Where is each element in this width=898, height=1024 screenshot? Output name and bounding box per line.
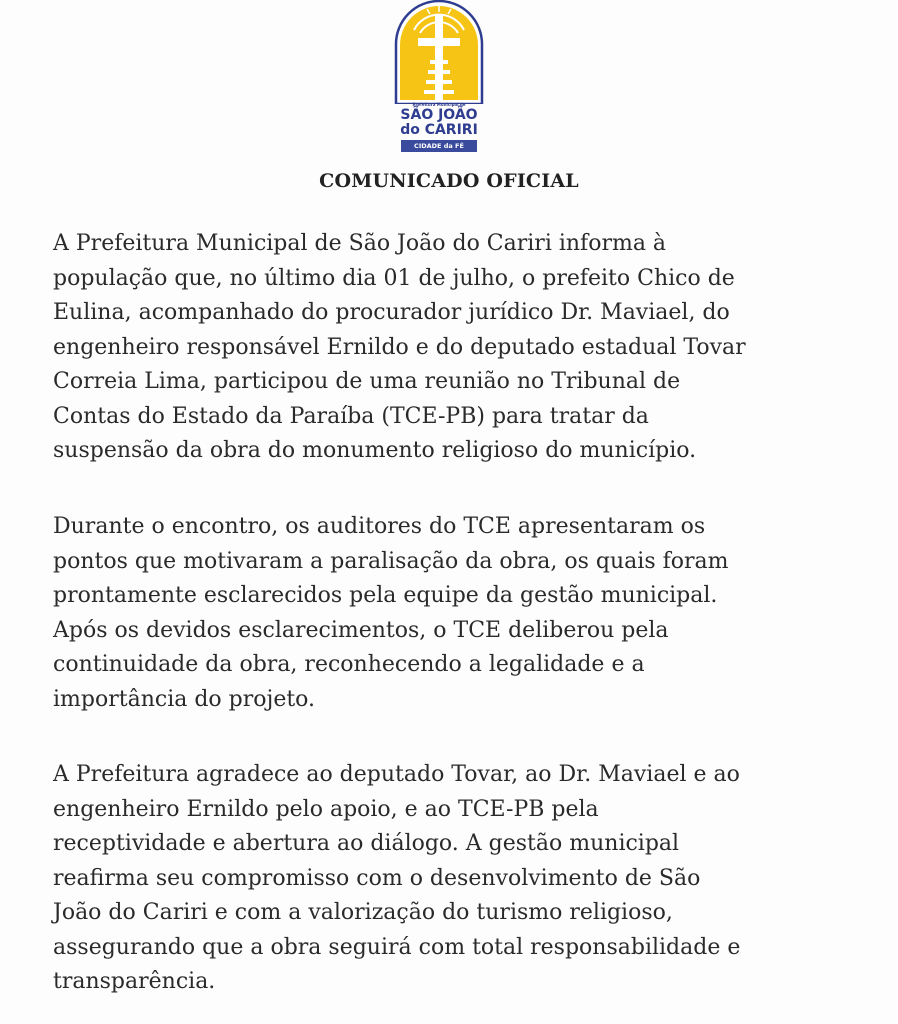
paragraph-line: suspensão da obra do monumento religioso do município. [53,438,697,463]
monument-emblem-icon [392,0,486,104]
paragraph-line: Eulina, acompanhado do procurador jurídico Dr. Maviael, do [53,300,730,325]
logo-small-text: Prefeitura Municipal de [412,102,466,107]
paragraph-line: transparência. [53,969,216,994]
logo-city-name-line1: SÃO JOÃO [400,107,478,123]
paragraph-line: Contas do Estado da Paraíba (TCE-PB) para tratar da [53,403,649,429]
paragraph-line: A Prefeitura agradece ao deputado Tovar, ao Dr. Maviael e ao [53,762,740,787]
paragraph-line: João do Cariri e com a valorização do turismo religioso, [53,900,673,925]
city-logo [392,0,486,158]
paragraph-line: Após os devidos esclarecimentos, o TCE deliberou pela [53,617,669,643]
paragraph-line: população que, no último dia 01 de julho, o prefeito Chico de [53,265,735,291]
paragraph-line: A Prefeitura Municipal de São João do Cariri informa à [53,231,667,256]
paragraph-line: reafirma seu compromisso com o desenvolvimento de São [53,865,701,891]
logo-tagline: CIDADE da FÉ [401,140,477,152]
paragraph-line: prontamente esclarecidos pela equipe da gestão municipal. [53,583,718,608]
paragraph-line: importância do projeto. [53,686,316,712]
paragraph-line: engenheiro responsável Ernildo e do deputado estadual Tovar [53,334,746,360]
paragraph-3 [53,758,853,1000]
paragraph-line: pontos que motivaram a paralisação da obra, os quais foram [53,548,729,574]
paragraph-line: Durante o encontro, os auditores do TCE apresentaram os [53,514,706,539]
paragraph-line: Correia Lima, participou de uma reunião no Tribunal de [53,369,681,394]
paragraph-line: receptividade e abertura ao diálogo. A gestão municipal [53,831,680,856]
paragraph-2 [53,510,853,717]
paragraph-line: assegurando que a obra seguirá com total responsabilidade e [53,934,741,960]
paragraph-line: continuidade da obra, reconhecendo a legalidade e a [53,652,645,677]
paragraph-line: engenheiro Ernildo pelo apoio, e ao TCE-PB pela [53,796,599,822]
logo-city-name-line2: do CARIRI [400,122,478,138]
notice-title: COMUNICADO OFICIAL [319,170,579,192]
paragraph-1 [53,227,853,469]
